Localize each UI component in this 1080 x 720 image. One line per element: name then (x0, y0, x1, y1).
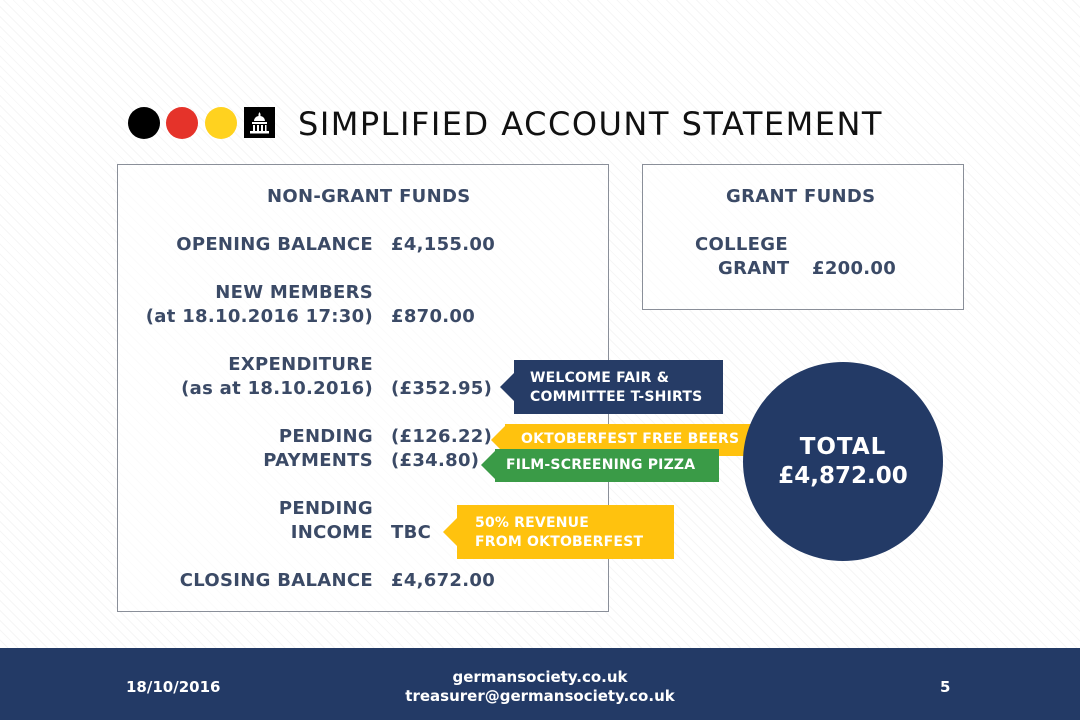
closing-balance-value: £4,672.00 (391, 570, 496, 591)
new-members-value: £870.00 (391, 306, 476, 327)
expenditure-tag (514, 360, 723, 414)
page-title: SIMPLIFIED ACCOUNT STATEMENT (298, 105, 883, 143)
college-grant-value: £200.00 (812, 258, 897, 279)
tag-label: FILM-SCREENING PIZZA (506, 457, 696, 473)
new-members-label: NEW MEMBERS (215, 282, 373, 303)
yellow-dot (205, 107, 237, 139)
college-grant-label-2: GRANT (718, 258, 790, 279)
closing-balance-label: CLOSING BALANCE (179, 570, 373, 591)
pending-income-value: TBC (391, 522, 432, 543)
pending-income-label-2: INCOME (290, 522, 373, 543)
total-value: £4,872.00 (778, 463, 908, 489)
tag-label: 50% REVENUE (475, 515, 589, 531)
opening-balance-label: OPENING BALANCE (176, 234, 373, 255)
new-members-date-label: (at 18.10.2016 17:30) (145, 306, 373, 327)
total-label: TOTAL (799, 434, 887, 460)
pending-income-label: PENDING (278, 498, 373, 519)
opening-balance-value: £4,155.00 (391, 234, 496, 255)
red-dot (166, 107, 198, 139)
pending-payments-label: PENDING (278, 426, 373, 447)
tag-label: WELCOME FAIR & (530, 370, 670, 386)
tag-label: FROM OKTOBERFEST (475, 534, 644, 550)
footer-contact (340, 668, 740, 706)
expenditure-date-label: (as at 18.10.2016) (181, 378, 373, 399)
grant-heading: GRANT FUNDS (726, 186, 876, 207)
college-grant-label: COLLEGE (695, 234, 788, 255)
footer-website: germansociety.co.uk (452, 668, 628, 686)
pending-payments-label-2: PAYMENTS (263, 450, 373, 471)
film-pizza-tag (495, 449, 719, 482)
black-dot (128, 107, 160, 139)
tag-label: OKTOBERFEST FREE BEERS (521, 431, 740, 447)
building-icon (244, 107, 275, 138)
page-number: 5 (940, 678, 951, 696)
footer-email: treasurer@germansociety.co.uk (405, 687, 675, 705)
non-grant-heading: NON-GRANT FUNDS (267, 186, 471, 207)
total-circle (743, 362, 943, 561)
oktoberfest-revenue-tag (457, 505, 674, 559)
pending-payment-value-2: (£34.80) (391, 450, 480, 471)
footer-date: 18/10/2016 (126, 678, 221, 696)
footer-bar (0, 648, 1080, 720)
tag-label: COMMITTEE T-SHIRTS (530, 389, 703, 405)
expenditure-value: (£352.95) (391, 378, 493, 399)
expenditure-label: EXPENDITURE (228, 354, 373, 375)
pending-payment-value-1: (£126.22) (391, 426, 493, 447)
